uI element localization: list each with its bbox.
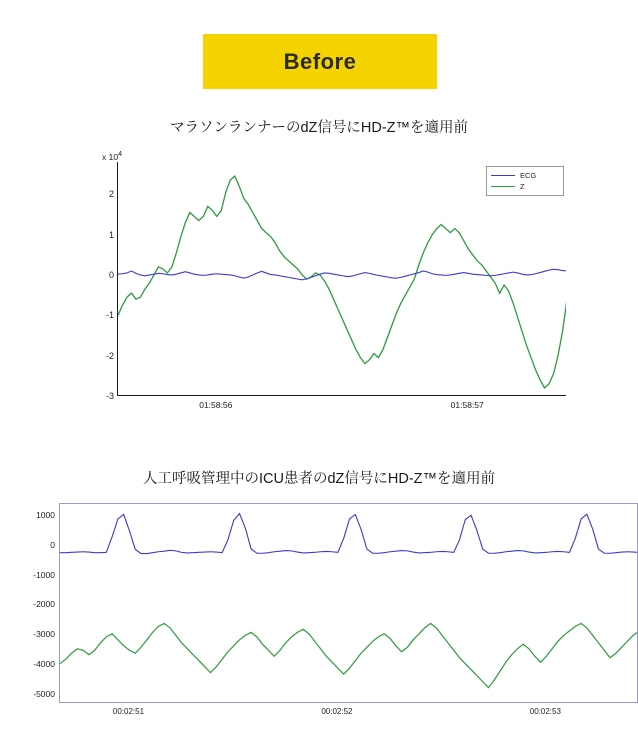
chart-marathon — [88, 150, 566, 410]
legend-entry-ecg — [491, 170, 559, 181]
chart-marathon-legend — [486, 166, 564, 196]
banner-before — [203, 34, 437, 89]
chart-icu-ytick: -4000 — [33, 659, 55, 670]
banner-label: Before — [283, 48, 357, 74]
legend-label-z: Z — [520, 182, 525, 191]
chart-marathon-y-exponent — [102, 150, 122, 162]
chart-icu-xtick: 00:02:51 — [112, 707, 145, 716]
chart-marathon-xtick: 01:58:57 — [450, 400, 484, 410]
chart-icu-xtick: 00:02:53 — [529, 707, 561, 716]
chart-marathon-ytick: 1 — [108, 229, 114, 240]
chart-marathon-ytick: -3 — [105, 391, 114, 401]
chart-marathon-plot — [117, 162, 566, 396]
legend-swatch-ecg — [491, 175, 515, 176]
chart-marathon-ytick: 0 — [108, 269, 114, 280]
chart-marathon-ytick: 2 — [108, 189, 114, 200]
chart-icu-svg — [60, 504, 638, 703]
chart-icu-ytick: -3000 — [33, 629, 55, 640]
chart-icu-ytick: 0 — [50, 539, 55, 550]
chart-marathon-title: マラソンランナーのdZ信号にHD-Z™を適用前 — [169, 120, 469, 136]
chart-icu-ytick: -2000 — [33, 599, 55, 610]
chart-icu-plot — [59, 503, 638, 703]
y-exponent-power: 4 — [118, 150, 123, 158]
legend-entry-z — [491, 181, 559, 192]
chart-marathon-xtick: 01:58:56 — [199, 400, 233, 410]
legend-label-ecg: ECG — [520, 171, 537, 180]
chart-icu-ytick: -1000 — [33, 569, 55, 580]
chart-marathon-svg — [118, 162, 566, 396]
y-exponent-base: x 10 — [102, 151, 119, 162]
chart-icu-ytick: -5000 — [33, 689, 55, 700]
chart-icu-xtick: 00:02:52 — [321, 707, 353, 716]
chart-icu-ytick: 1000 — [36, 509, 55, 520]
chart-marathon-ytick: -2 — [105, 350, 114, 361]
chart-icu — [20, 497, 638, 729]
chart-marathon-ytick: -1 — [105, 310, 114, 321]
legend-swatch-z — [491, 186, 515, 187]
chart-icu-title: 人工呼吸管理中のICU患者のdZ信号にHD-Z™を適用前 — [142, 471, 496, 487]
